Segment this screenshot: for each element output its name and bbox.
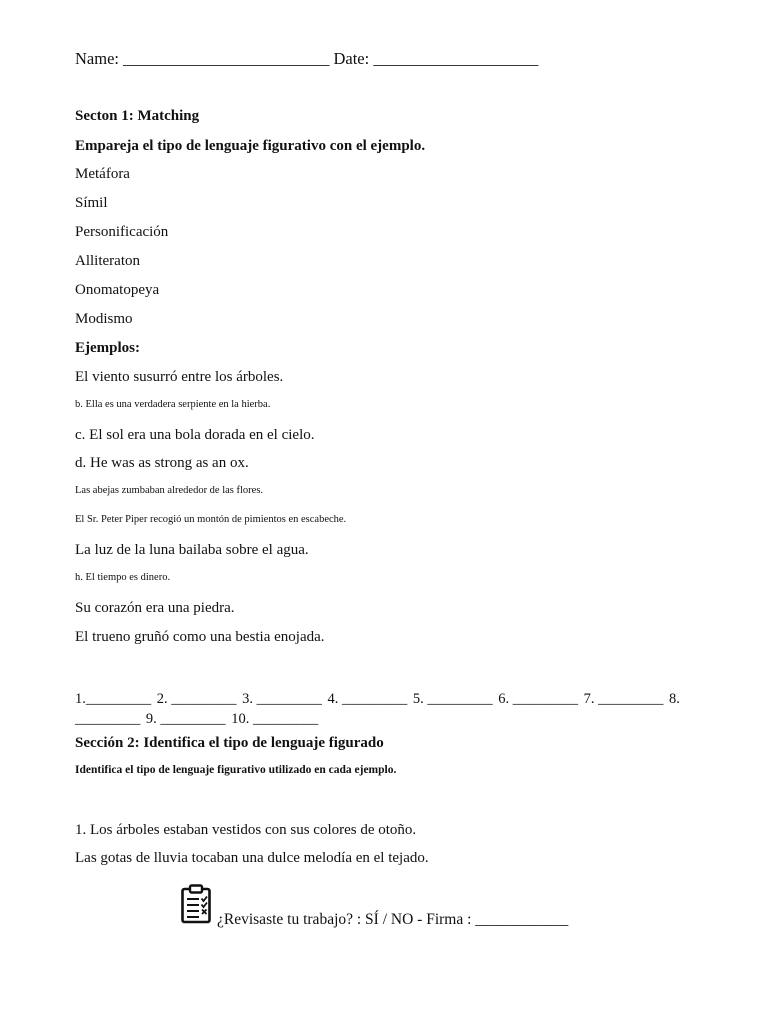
example-item: Su corazón era una piedra. [75, 600, 235, 616]
answer-blank[interactable]: 9. _________ [145, 711, 226, 727]
example-item: d. He was as strong as an ox. [75, 455, 249, 471]
section1-instructions: Empareja el tipo de lenguaje figurativo con el ejemplo. [75, 138, 426, 154]
example-item: h. El tiempo es dinero. [75, 572, 171, 583]
section2-item: Las gotas de lluvia tocaban una dulce melodía en el tejado. [75, 850, 429, 866]
example-item: La luz de la luna bailaba sobre el agua. [75, 542, 309, 558]
example-item: El trueno gruñó como una bestia enojada. [75, 629, 325, 645]
answer-blank[interactable]: 5. _________ [412, 691, 493, 707]
example-item: c. El sol era una bola dorada en el cielo. [75, 427, 315, 443]
section2-instructions: Identifica el tipo de lenguaje figurativo utilizado en cada ejemplo. [75, 764, 397, 776]
section1-title: Secton 1: Matching [75, 108, 200, 124]
term-item: Modismo [75, 311, 133, 327]
example-item: Las abejas zumbaban alrededor de las flores. [75, 485, 264, 496]
answer-blank[interactable]: 2. _________ [156, 691, 237, 707]
answer-blanks [75, 689, 681, 729]
answer-blank[interactable]: 3. _________ [242, 691, 322, 707]
section2-item: 1. Los árboles estaban vestidos con sus colores de otoño. [75, 822, 417, 838]
name-date-line: Name: _________________________ Date: ____________________ [75, 49, 539, 68]
answer-blank[interactable]: 7. _________ [583, 691, 664, 707]
answer-blank[interactable]: 6. _________ [498, 691, 578, 707]
example-item: El Sr. Peter Piper recogió un montón de pimientos en escabeche. [75, 514, 347, 525]
term-item: Onomatopeya [75, 282, 160, 298]
section2-title: Sección 2: Identifica el tipo de lenguaje figurado [75, 735, 384, 751]
answer-blank[interactable]: 4. _________ [327, 691, 408, 707]
clipboard-checklist-icon [180, 884, 212, 924]
term-item: Alliteraton [75, 253, 140, 269]
term-item: Metáfora [75, 166, 130, 182]
answer-blank[interactable]: 8. _________ [75, 691, 680, 727]
signoff-text: ¿Revisaste tu trabajo? : SÍ / NO - Firma : ____________ [217, 911, 569, 928]
example-item: El viento susurró entre los árboles. [75, 369, 284, 385]
example-item: b. Ella es una verdadera serpiente en la hierba. [75, 399, 271, 410]
term-item: Símil [75, 195, 108, 211]
answer-blank[interactable]: 1._________ [75, 691, 152, 707]
examples-heading: Ejemplos: [75, 340, 140, 356]
term-item: Personificación [75, 224, 169, 240]
answer-blank[interactable]: 10. _________ [231, 711, 319, 727]
